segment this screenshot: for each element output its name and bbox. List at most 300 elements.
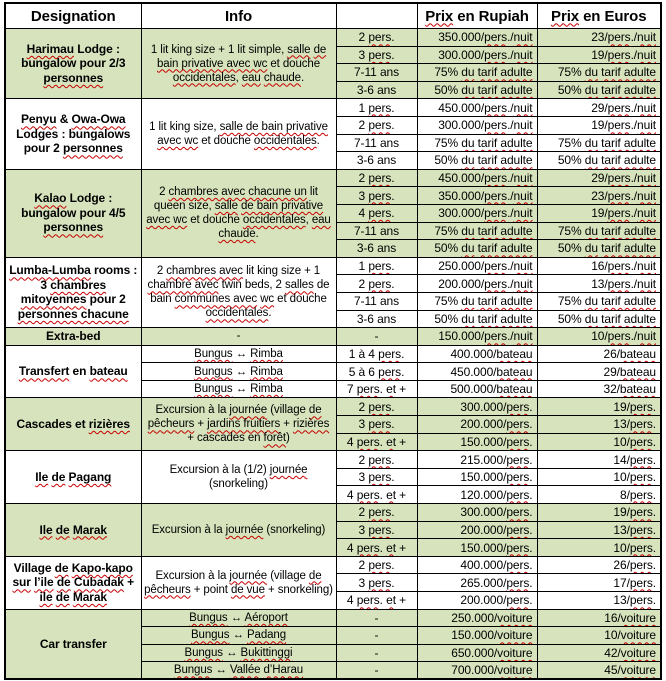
text-segment: 50%	[557, 311, 585, 326]
text-segment: 13/	[591, 276, 608, 291]
text-segment: Extra-bed	[46, 329, 101, 344]
spellcheck-squiggle-text: salle	[214, 200, 238, 213]
spellcheck-squiggle-text: pers	[484, 329, 508, 344]
euros-cell	[537, 204, 661, 222]
spellcheck-squiggle-text: tarif adulte	[601, 311, 656, 326]
pers-cell	[336, 240, 417, 258]
spellcheck-squiggle-text: pers	[506, 452, 530, 467]
spellcheck-squiggle-text: et	[386, 487, 396, 502]
table-row	[5, 504, 661, 522]
rupiah-cell	[417, 292, 537, 310]
text-segment: 150.000/	[451, 628, 498, 643]
rupiah-cell	[417, 275, 537, 293]
spellcheck-squiggle-text: Ile	[39, 522, 53, 537]
rupiah-cell	[417, 433, 537, 451]
text-segment: Car transfer	[39, 636, 107, 651]
text-segment: .	[652, 593, 656, 608]
text-segment: )	[286, 432, 290, 445]
pers-cell	[336, 539, 417, 557]
spellcheck-squiggle-text: tarif adulte	[477, 311, 533, 326]
text-segment: 42/	[604, 646, 621, 661]
text-segment: ./	[630, 276, 638, 291]
text-segment: ./	[507, 118, 514, 133]
text-segment: 4	[346, 487, 357, 502]
spellcheck-squiggle-text: Ile	[35, 469, 49, 484]
text-segment: +	[395, 434, 407, 449]
info-cell	[141, 99, 336, 169]
text-segment: 2	[358, 399, 369, 414]
spellcheck-squiggle-text: pers	[484, 47, 508, 62]
text-segment: en Euros	[579, 7, 647, 25]
text-segment: 13/	[613, 522, 630, 537]
text-segment: Excursion à la	[155, 404, 230, 417]
text-segment: 265.000/	[460, 575, 507, 590]
table-row	[5, 29, 661, 47]
text-segment: -	[374, 663, 379, 678]
text-segment: 200.000/	[460, 417, 507, 432]
text-segment: +	[395, 487, 407, 502]
text-segment: 2	[156, 265, 167, 278]
rupiah-cell	[417, 46, 537, 64]
spellcheck-squiggle-text: pers	[368, 259, 392, 274]
text-segment: ↔	[227, 611, 245, 624]
spellcheck-squiggle-text: Aéroport	[244, 611, 288, 624]
text-segment: 10/	[604, 628, 621, 643]
text-segment: twin beds, 2	[218, 279, 285, 292]
spellcheck-squiggle-text: journée	[269, 464, 308, 477]
text-segment: Info	[224, 7, 253, 25]
text-segment: 3-6 ans	[356, 153, 397, 168]
text-segment: 350.000/	[438, 188, 485, 203]
text-segment: 650.000/	[451, 646, 498, 661]
header-empty	[336, 3, 417, 29]
spellcheck-squiggle-text: nuit	[637, 30, 656, 45]
text-segment: 200.000/	[438, 276, 485, 291]
pers-cell	[336, 292, 417, 310]
rupiah-cell	[417, 99, 537, 117]
pers-cell	[336, 592, 417, 610]
text-segment: lit king size + 1	[242, 265, 321, 278]
text-segment: ./	[507, 276, 514, 291]
euros-cell	[537, 521, 661, 539]
spellcheck-squiggle-text: nuit	[637, 329, 656, 344]
spellcheck-squiggle-text: nuit	[513, 206, 533, 221]
spellcheck-squiggle-text: nuit	[513, 118, 533, 133]
text-segment: ./	[630, 118, 638, 133]
spellcheck-squiggle-text: eau	[241, 71, 261, 84]
spellcheck-squiggle-text: du	[584, 294, 598, 309]
spellcheck-squiggle-text: bateau	[496, 382, 533, 397]
text-segment: 300.000/	[460, 505, 507, 520]
text-segment: 75%	[434, 223, 462, 238]
spellcheck-squiggle-text: du	[584, 83, 598, 98]
text-segment: en Rupiah	[453, 7, 529, 25]
spellcheck-squiggle-text: Bungus	[190, 629, 230, 642]
rupiah-cell	[417, 592, 537, 610]
text-segment: 4	[346, 540, 357, 555]
text-segment: .	[391, 171, 395, 186]
spellcheck-squiggle-text: pers	[607, 188, 631, 203]
euros-cell	[537, 64, 661, 82]
text-segment: ./	[507, 171, 514, 186]
text-segment: 400.000/	[450, 346, 497, 361]
text-segment: 29/	[591, 171, 608, 186]
text-segment: 29/	[603, 364, 620, 379]
text-segment: et douche	[274, 293, 327, 306]
text-segment: 19/	[613, 399, 630, 414]
text-segment: .	[391, 575, 395, 590]
spellcheck-squiggle-text: du	[461, 65, 475, 80]
pers-cell	[336, 310, 417, 328]
text-segment: lit queen size,	[153, 186, 318, 213]
text-segment: + point	[190, 583, 231, 596]
spellcheck-squiggle-text: et	[386, 540, 396, 555]
pers-cell	[336, 468, 417, 486]
text-segment: ./	[630, 30, 638, 45]
spellcheck-squiggle-text: pers	[629, 399, 653, 414]
spellcheck-squiggle-text: pers	[607, 100, 631, 115]
pers-cell	[336, 152, 417, 170]
spellcheck-squiggle-text: Transfert	[18, 364, 70, 379]
text-segment: .	[529, 399, 533, 414]
text-segment: 3	[358, 522, 369, 537]
spellcheck-squiggle-text: Owa-Owa	[71, 112, 126, 127]
rupiah-cell	[417, 662, 537, 680]
euros-cell	[537, 29, 661, 47]
table-row	[5, 257, 661, 275]
text-segment: (village	[267, 569, 309, 582]
spellcheck-squiggle-text: tarif adulte	[477, 153, 533, 168]
spellcheck-squiggle-text: pers	[484, 30, 508, 45]
pers-cell	[336, 627, 417, 645]
text-segment: 2	[358, 171, 369, 186]
rupiah-cell	[417, 328, 537, 346]
pers-cell	[336, 433, 417, 451]
rupiah-cell	[417, 204, 537, 222]
text-segment: 3	[358, 575, 369, 590]
spellcheck-squiggle-text: pers	[368, 417, 392, 432]
text-segment: .	[652, 399, 656, 414]
spellcheck-squiggle-text: pers	[629, 487, 653, 502]
text-segment: 4	[358, 206, 369, 221]
text-segment: 350.000/	[438, 30, 485, 45]
text-segment: 14/	[613, 452, 630, 467]
text-segment: pour 2	[86, 292, 126, 307]
text-segment: Cascades et	[16, 417, 89, 432]
spellcheck-squiggle-text: pers	[368, 47, 392, 62]
spellcheck-squiggle-text: bateau	[619, 382, 656, 397]
spellcheck-squiggle-text: tarif adulte	[601, 83, 656, 98]
spellcheck-squiggle-text: pers	[368, 399, 392, 414]
text-segment: .	[391, 470, 395, 485]
text-segment: 23/	[591, 30, 608, 45]
spellcheck-squiggle-text: nuit	[513, 276, 533, 291]
text-segment: +	[194, 418, 208, 431]
header-prix-rupiah	[417, 3, 537, 29]
header-designation	[5, 3, 141, 29]
text-segment: .	[652, 558, 656, 573]
spellcheck-squiggle-text: pers	[368, 100, 392, 115]
text-segment: .	[316, 135, 320, 148]
text-segment: 3-6 ans	[356, 241, 397, 256]
tariff-table	[4, 2, 662, 680]
text-segment: -	[374, 628, 379, 643]
spellcheck-squiggle-text: tarif adulte	[601, 135, 656, 150]
spellcheck-squiggle-text: pers	[629, 540, 653, 555]
spellcheck-squiggle-text: pers	[368, 558, 392, 573]
designation-cell	[5, 328, 141, 346]
spellcheck-squiggle-text: mitoyennes	[20, 292, 87, 307]
pers-cell	[336, 363, 417, 381]
spellcheck-squiggle-text: chambres	[50, 277, 107, 292]
text-segment: 3	[358, 470, 369, 485]
text-segment: de bain	[150, 279, 330, 306]
text-segment: et douche	[267, 57, 320, 70]
spellcheck-squiggle-text: bateau	[619, 346, 656, 361]
text-segment: 7	[346, 382, 357, 397]
pers-cell	[336, 64, 417, 82]
rupiah-cell	[417, 504, 537, 522]
spellcheck-squiggle-text: nuit	[513, 171, 533, 186]
text-segment: 45/	[604, 663, 621, 678]
spellcheck-squiggle-text: nuit	[513, 30, 533, 45]
text-segment: 300.000/	[438, 118, 485, 133]
text-segment: (snorkeling)	[209, 478, 268, 491]
spellcheck-squiggle-text: pers	[484, 259, 508, 274]
spellcheck-squiggle-text: nuit	[637, 276, 656, 291]
text-segment: +	[395, 593, 407, 608]
pers-cell	[336, 257, 417, 275]
text-segment: .	[652, 522, 656, 537]
rupiah-cell	[417, 416, 537, 434]
info-cell	[141, 556, 336, 609]
text-segment: + cascades en	[187, 432, 264, 445]
info-cell	[141, 345, 336, 363]
spellcheck-squiggle-text: pers	[368, 118, 392, 133]
spellcheck-squiggle-text: nuit	[513, 100, 533, 115]
rupiah-cell	[417, 152, 537, 170]
pers-cell	[336, 134, 417, 152]
text-segment: .	[529, 558, 533, 573]
text-segment: Designation	[30, 7, 116, 25]
text-segment: et douche	[187, 214, 243, 227]
spellcheck-squiggle-text: pers	[629, 575, 653, 590]
spellcheck-squiggle-text: occidentales	[253, 135, 317, 148]
text-segment: ./	[507, 47, 514, 62]
spellcheck-squiggle-text: pers	[607, 276, 631, 291]
spellcheck-squiggle-text: Marak	[72, 522, 108, 537]
rupiah-cell	[417, 609, 537, 627]
text-segment: ./	[630, 47, 638, 62]
table-row	[5, 169, 661, 187]
text-segment: 75%	[434, 65, 462, 80]
euros-cell	[537, 574, 661, 592]
pers-cell	[336, 662, 417, 680]
pers-cell	[336, 116, 417, 134]
spellcheck-squiggle-text: Bungus	[194, 365, 233, 378]
spellcheck-squiggle-text: personnes	[63, 141, 123, 156]
designation-cell	[5, 99, 141, 169]
spellcheck-squiggle-text: occidentales	[172, 71, 236, 84]
text-segment: 3-6 ans	[356, 311, 397, 326]
spellcheck-squiggle-text: nuit	[637, 47, 656, 62]
text-segment: .	[379, 487, 387, 502]
euros-cell	[537, 468, 661, 486]
text-segment: 300.000/	[438, 206, 485, 221]
text-segment: .	[652, 575, 656, 590]
text-segment: 120.000/	[460, 487, 507, 502]
spellcheck-squiggle-text: du	[584, 153, 598, 168]
spellcheck-squiggle-text: pers	[368, 470, 392, 485]
text-segment: 75%	[434, 294, 462, 309]
text-segment: ↔	[232, 365, 251, 378]
spellcheck-squiggle-text: pers	[506, 558, 530, 573]
text-segment: ./	[630, 206, 638, 221]
text-segment: ./	[630, 171, 638, 186]
spellcheck-squiggle-text: rizières	[88, 417, 130, 432]
spellcheck-squiggle-text: pers	[368, 276, 392, 291]
spellcheck-squiggle-text: tarif adulte	[477, 65, 533, 80]
spellcheck-squiggle-text: pers	[506, 399, 530, 414]
euros-cell	[537, 451, 661, 469]
spellcheck-squiggle-text: voiture	[620, 663, 656, 678]
text-segment: 3	[358, 417, 369, 432]
euros-cell	[537, 328, 661, 346]
text-segment: .	[652, 470, 656, 485]
spellcheck-squiggle-text: chambres avec	[166, 265, 243, 278]
text-segment: -	[374, 646, 379, 661]
text-segment: Excursion à la	[151, 523, 226, 536]
text-segment: 19/	[613, 505, 630, 520]
euros-cell	[537, 240, 661, 258]
text-segment: 19/	[591, 47, 608, 62]
text-segment: ./	[507, 100, 514, 115]
table-row	[5, 398, 661, 416]
text-segment: 3-6 ans	[356, 83, 397, 98]
text-segment: 10/	[613, 470, 630, 485]
spellcheck-squiggle-text: pers	[484, 188, 508, 203]
text-segment: 5 à 6	[348, 364, 379, 379]
spellcheck-squiggle-text: pers	[506, 434, 530, 449]
spellcheck-squiggle-text: sur	[12, 575, 31, 590]
text-segment: ↔	[232, 347, 251, 360]
spellcheck-squiggle-text: eau chaude	[218, 214, 331, 241]
spellcheck-squiggle-text: pers	[484, 206, 508, 221]
spellcheck-squiggle-text: de vue	[230, 583, 265, 596]
spellcheck-squiggle-text: nuit	[637, 206, 656, 221]
pers-cell	[336, 398, 417, 416]
spellcheck-squiggle-text: de	[54, 560, 69, 575]
text-segment: Excursion à la	[155, 569, 230, 582]
pers-cell	[336, 556, 417, 574]
spellcheck-squiggle-text: pers	[506, 505, 530, 520]
text-segment: 10/	[613, 434, 630, 449]
spellcheck-squiggle-text: Kalao	[34, 191, 67, 206]
spellcheck-squiggle-text: pers	[629, 593, 653, 608]
text-segment: 17/	[613, 575, 630, 590]
spellcheck-squiggle-text: Penyu	[20, 112, 57, 127]
rupiah-cell	[417, 539, 537, 557]
text-segment: .	[391, 206, 395, 221]
spellcheck-squiggle-text: pers	[629, 470, 653, 485]
pers-cell	[336, 204, 417, 222]
text-segment: ./	[507, 206, 514, 221]
text-segment: 200.000/	[460, 522, 507, 537]
spellcheck-squiggle-text: pers	[484, 276, 508, 291]
text-segment: ./	[630, 100, 638, 115]
text-segment: .	[529, 434, 533, 449]
table-row	[5, 328, 661, 346]
spellcheck-squiggle-text: pers	[368, 206, 392, 221]
text-segment: 300.000/	[460, 399, 507, 414]
pers-cell	[336, 486, 417, 504]
spellcheck-squiggle-text: pers	[368, 171, 392, 186]
spellcheck-squiggle-text: pers	[607, 47, 631, 62]
text-segment: 75%	[557, 65, 585, 80]
spellcheck-squiggle-text: de	[51, 469, 66, 484]
text-segment: .	[391, 558, 395, 573]
text-segment: .	[529, 540, 533, 555]
spellcheck-squiggle-text: Rimba	[250, 347, 283, 360]
text-segment: 13/	[613, 593, 630, 608]
text-segment: 50%	[557, 241, 585, 256]
text-segment: 2	[358, 505, 369, 520]
text-segment: 2	[358, 118, 369, 133]
text-segment: .	[529, 452, 533, 467]
spellcheck-squiggle-text: pers	[629, 522, 653, 537]
text-segment: 7-11 ans	[353, 135, 399, 150]
text-segment: 1	[358, 100, 369, 115]
euros-cell	[537, 644, 661, 662]
table-body	[5, 29, 661, 680]
text-segment: .	[391, 100, 395, 115]
text-segment: 4	[346, 593, 357, 608]
text-segment: .	[379, 382, 387, 397]
text-segment: .	[529, 417, 533, 432]
spellcheck-squiggle-text: chambres avec chacune un	[168, 186, 307, 199]
text-segment: ↔	[232, 383, 251, 396]
pers-cell	[336, 187, 417, 205]
text-segment: 16/	[604, 610, 621, 625]
spellcheck-squiggle-text: de pêcheurs	[147, 404, 322, 431]
text-segment: .	[391, 47, 395, 62]
rupiah-cell	[417, 398, 537, 416]
text-segment: ./	[507, 30, 514, 45]
text-segment: 75%	[557, 294, 585, 309]
spellcheck-squiggle-text: et	[386, 434, 396, 449]
text-segment: -	[374, 329, 379, 344]
text-segment: +	[395, 382, 407, 397]
rupiah-cell	[417, 521, 537, 539]
info-cell	[141, 609, 336, 627]
spellcheck-squiggle-text: du	[584, 223, 598, 238]
spellcheck-squiggle-text: pers	[506, 470, 530, 485]
spellcheck-squiggle-text: pers	[356, 382, 380, 397]
text-segment: .	[391, 118, 395, 133]
pers-cell	[336, 81, 417, 99]
text-segment: 215.000/	[460, 452, 507, 467]
euros-cell	[537, 169, 661, 187]
spellcheck-squiggle-text: journée	[229, 404, 268, 417]
text-segment: 50%	[434, 311, 462, 326]
spellcheck-squiggle-text: Prix	[425, 7, 454, 25]
text-segment: 250.000/	[451, 610, 498, 625]
text-segment: .	[268, 307, 272, 320]
euros-cell	[537, 380, 661, 398]
spellcheck-squiggle-text: personnes	[43, 70, 104, 85]
text-segment: 7-11 ans	[353, 294, 399, 309]
text-segment: rooms : 3	[40, 263, 138, 292]
